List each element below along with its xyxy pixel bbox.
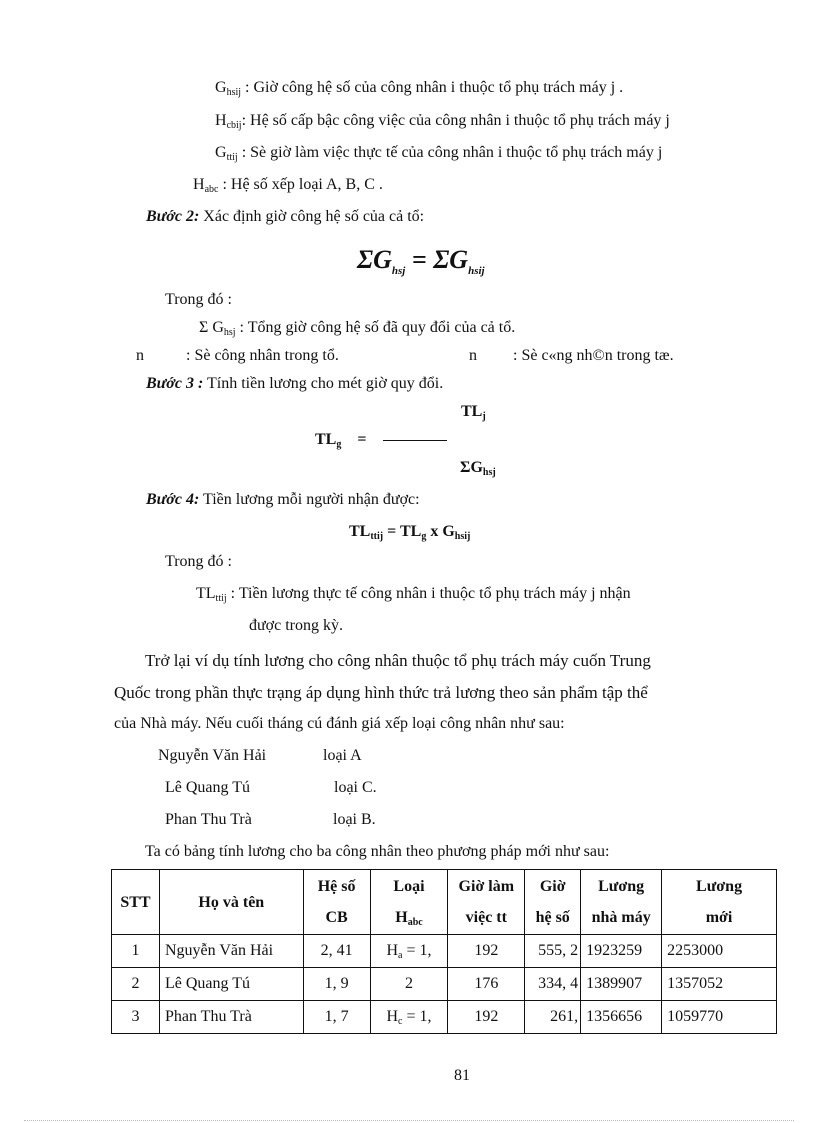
tlttij-definition-cont: được trong kỳ. xyxy=(249,617,344,634)
step-3: Bước 3 : Tính tiền lương cho mét giờ quy đổi. xyxy=(146,375,444,392)
cell-gio: 192 xyxy=(448,935,525,968)
table-header-row xyxy=(112,870,777,935)
page-bottom-border xyxy=(24,1120,794,1121)
cell-stt: 2 xyxy=(112,968,160,1001)
tlttij-definition: $TL_{ttij}$ : Tiền lương thực tế công nhân i thuộc tổ phụ trách máy j nhận xyxy=(196,585,631,604)
n-definition-alt: n : Sè c«ng nh©n trong tæ. xyxy=(469,347,674,364)
table-row xyxy=(112,968,777,1001)
formula-tlttij: $TL_{ttij} = TL_g$ x $G_{hsij}$ xyxy=(349,523,471,542)
page-number: 81 xyxy=(454,1067,470,1084)
paragraph-line-1: Trở lại ví dụ tính lương cho công nhân thuộc tổ phụ trách máy cuốn Trung xyxy=(145,651,651,670)
table-intro: Ta có bảng tính lương cho ba công nhân theo phương pháp mới như sau: xyxy=(145,843,610,860)
cell-luong-moi: 1059770 xyxy=(662,1001,777,1034)
formula-sum-ghsj: $\Sigma G_{hsj} = \Sigma G_{hsij}$ xyxy=(357,245,485,277)
rating-grade: loại B. xyxy=(333,811,376,828)
header-luong-nha-may: Lương nhà máy xyxy=(581,870,662,935)
n-definition: n : Sè công nhân trong tổ. xyxy=(136,347,339,364)
header-stt: STT xyxy=(112,870,160,935)
cell-heso: 1, 9 xyxy=(303,968,370,1001)
table-row xyxy=(112,935,777,968)
table-row xyxy=(112,1001,777,1034)
header-luong-moi: Lương mới xyxy=(662,870,777,935)
rating-grade: loại C. xyxy=(334,779,377,796)
cell-stt: 3 xyxy=(112,1001,160,1034)
definition-gttij: $G_{ttij}$ : Sè giờ làm việc thực tế của công nhân i thuộc tổ phụ trách máy j xyxy=(215,144,663,163)
cell-name: Nguyễn Văn Hải xyxy=(159,935,303,968)
rating-grade: loại A xyxy=(323,747,362,764)
rating-name: Nguyễn Văn Hải xyxy=(158,747,267,764)
step-4: Bước 4: Tiền lương mỗi người nhận được: xyxy=(146,491,420,508)
cell-gio: 192 xyxy=(448,1001,525,1034)
rating-name: Phan Thu Trà xyxy=(165,811,252,828)
formula2-denominator: $\Sigma G_{hsj}$ xyxy=(460,459,496,478)
fraction-line xyxy=(383,440,447,441)
cell-heso: 1, 7 xyxy=(303,1001,370,1034)
where-label-1: Trong đó : xyxy=(165,291,232,308)
cell-gio-heso: 334, 4 xyxy=(525,968,581,1001)
cell-stt: 1 xyxy=(112,935,160,968)
cell-gio-heso: 261, xyxy=(525,1001,581,1034)
header-gio-heso: Giờ hệ số xyxy=(525,870,581,935)
step-2: Bước 2: Xác định giờ công hệ số của cả tổ: xyxy=(146,208,425,225)
cell-gio-heso: 555, 2 xyxy=(525,935,581,968)
cell-loai: $H_c = 1$, xyxy=(370,1001,448,1034)
header-loai: Loại $H_{abc}$ xyxy=(370,870,448,935)
formula2-numerator: $TL_j$ xyxy=(461,403,486,422)
definition-habc: $H_{abc}$ : Hệ số xếp loại A, B, C . xyxy=(193,176,383,195)
paragraph-line-2: Quốc trong phần thực trạng áp dụng hình thức trả lương theo sản phẩm tập thể xyxy=(114,683,648,702)
where-label-2: Trong đó : xyxy=(165,553,232,570)
header-name: Họ và tên xyxy=(159,870,303,935)
formula2-lhs: $TL_g$ = xyxy=(315,431,367,450)
definition-ghsij: $G_{hsij}$ : Giờ công hệ số của công nhân i thuộc tổ phụ trách máy j . xyxy=(215,79,624,98)
cell-luong-nha-may: 1389907 xyxy=(581,968,662,1001)
cell-heso: 2, 41 xyxy=(303,935,370,968)
cell-loai: 2 xyxy=(370,968,448,1001)
rating-name: Lê Quang Tú xyxy=(165,779,251,796)
wage-table xyxy=(111,869,777,1034)
cell-luong-moi: 1357052 xyxy=(662,968,777,1001)
cell-name: Lê Quang Tú xyxy=(159,968,303,1001)
cell-luong-nha-may: 1356656 xyxy=(581,1001,662,1034)
cell-luong-nha-may: 1923259 xyxy=(581,935,662,968)
cell-gio: 176 xyxy=(448,968,525,1001)
definition-hcbij: $H_{cbij}$: Hệ số cấp bậc công việc của công nhân i thuộc tổ phụ trách máy j xyxy=(215,112,670,131)
header-gio-lam: Giờ làm việc tt xyxy=(448,870,525,935)
paragraph-line-3: của Nhà máy. Nếu cuối tháng cú đánh giá xếp loại công nhân như sau: xyxy=(114,715,565,732)
header-heso: Hệ số CB xyxy=(303,870,370,935)
sum-ghsj-definition: Σ $G_{hsj}$ : Tổng giờ công hệ số đã quy đổi của cả tổ. xyxy=(199,319,516,338)
cell-loai: $H_a = 1$, xyxy=(370,935,448,968)
cell-luong-moi: 2253000 xyxy=(662,935,777,968)
cell-name: Phan Thu Trà xyxy=(159,1001,303,1034)
